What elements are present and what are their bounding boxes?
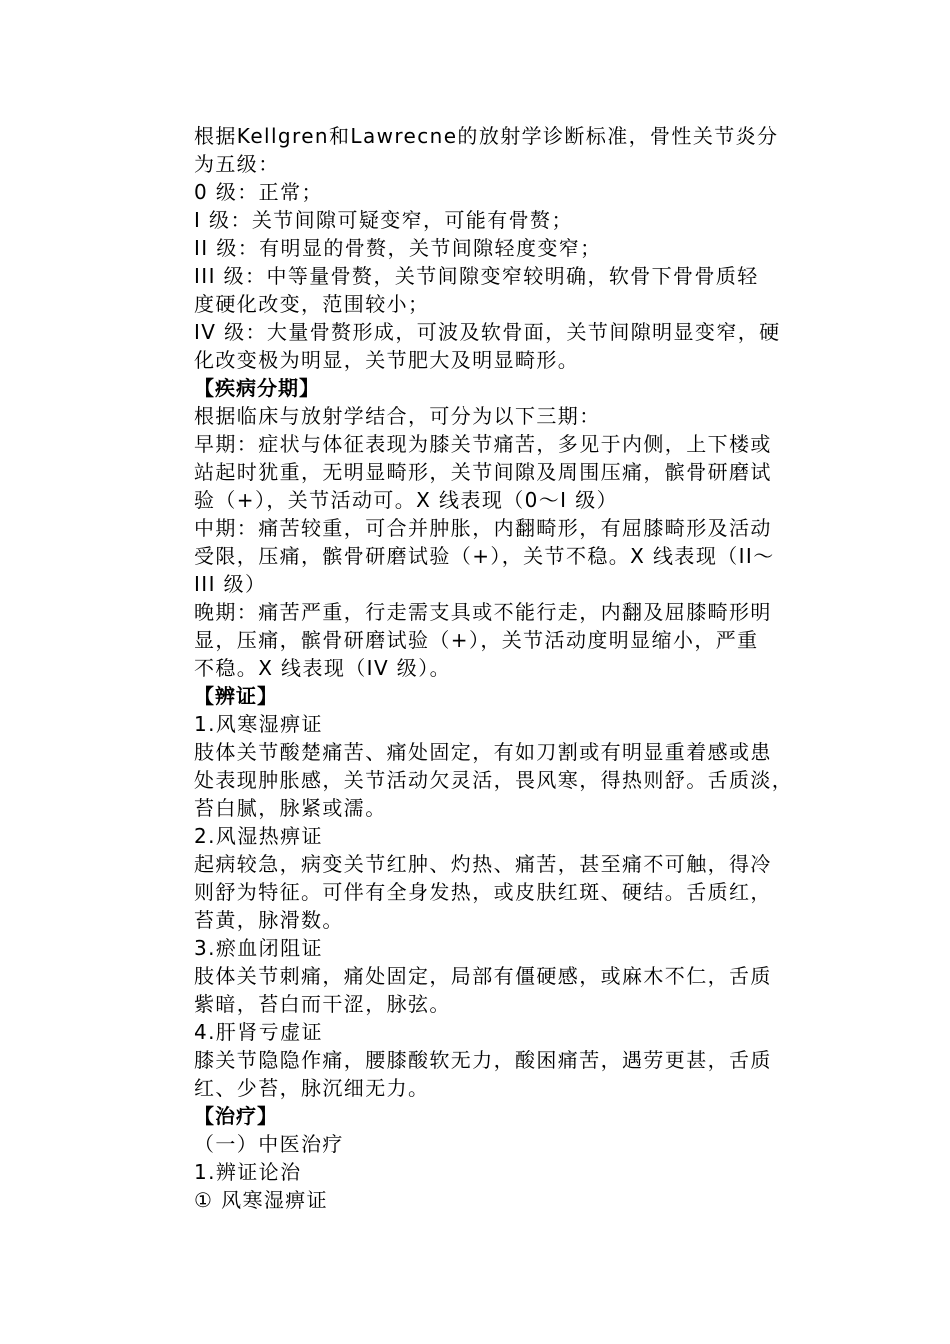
text-line: 1.风寒湿痹证 — [194, 712, 323, 736]
section-heading: 【辨证】 — [194, 684, 278, 708]
text-line: 起病较急，病变关节红肿、灼热、痛苦，甚至痛不可触，得冷 — [194, 852, 772, 876]
text-line: 受限，压痛，髌骨研磨试验（+），关节不稳。X 线表现（II～ — [194, 544, 775, 568]
text-line: 站起时犹重，无明显畸形，关节间隙及周围压痛，髌骨研磨试 — [194, 460, 772, 484]
text-line: 苔白腻，脉紧或濡。 — [194, 796, 387, 820]
text-line: 度硬化改变，范围较小； — [194, 292, 430, 316]
text-line: 0 级：正常； — [194, 180, 323, 204]
document-body — [194, 122, 824, 1214]
text-line: 红、少苔，脉沉细无力。 — [194, 1076, 430, 1100]
text-line: I 级：关节间隙可疑变窄，可能有骨赘； — [194, 208, 573, 232]
text-line: III 级：中等量骨赘，关节间隙变窄较明确，软骨下骨骨质轻 — [194, 264, 759, 288]
text-line: ① 风寒湿痹证 — [194, 1188, 329, 1212]
text-line: 3.瘀血闭阻证 — [194, 936, 323, 960]
text-line: （一）中医治疗 — [194, 1132, 344, 1156]
text-line: 为五级： — [194, 152, 280, 176]
text-line: 晚期：痛苦严重，行走需支具或不能行走，内翻及屈膝畸形明 — [194, 600, 772, 624]
section-heading: 【疾病分期】 — [194, 376, 320, 400]
text-line: 紫暗，苔白而干涩，脉弦。 — [194, 992, 451, 1016]
text-line: 4.肝肾亏虚证 — [194, 1020, 323, 1044]
text-line: 根据临床与放射学结合，可分为以下三期： — [194, 404, 601, 428]
text-line: 中期：痛苦较重，可合并肿胀，内翻畸形，有屈膝畸形及活动 — [194, 516, 772, 540]
text-line: 1.辨证论治 — [194, 1160, 302, 1184]
text-line: 膝关节隐隐作痛，腰膝酸软无力，酸困痛苦，遇劳更甚，舌质 — [194, 1048, 772, 1072]
text-line: 2.风湿热痹证 — [194, 824, 323, 848]
text-line: 验（+），关节活动可。X 线表现（0～I 级） — [194, 488, 618, 512]
text-line: 处表现肿胀感，关节活动欠灵活，畏风寒，得热则舒。舌质淡， — [194, 768, 794, 792]
text-line: 则舒为特征。可伴有全身发热，或皮肤红斑、硬结。舌质红， — [194, 880, 772, 904]
text-line: 化改变极为明显，关节肥大及明显畸形。 — [194, 348, 580, 372]
text-line: 苔黄，脉滑数。 — [194, 908, 344, 932]
text-line: 早期：症状与体征表现为膝关节痛苦，多见于内侧，上下楼或 — [194, 432, 772, 456]
text-line: 显，压痛，髌骨研磨试验（+），关节活动度明显缩小，严重 — [194, 628, 759, 652]
text-line: III 级） — [194, 572, 267, 596]
text-line: II 级：有明显的骨赘，关节间隙轻度变窄； — [194, 236, 602, 260]
section-heading: 【治疗】 — [194, 1104, 278, 1128]
text-line: 肢体关节酸楚痛苦、痛处固定，有如刀割或有明显重着感或患 — [194, 740, 772, 764]
text-line: 不稳。X 线表现（IV 级）。 — [194, 656, 451, 680]
text-line: 根据Kellgren和Lawrecne的放射学诊断标准，骨性关节炎分 — [194, 124, 779, 148]
text-line: IV 级：大量骨赘形成，可波及软骨面，关节间隙明显变窄，硬 — [194, 320, 781, 344]
text-line: 肢体关节刺痛，痛处固定，局部有僵硬感，或麻木不仁，舌质 — [194, 964, 772, 988]
